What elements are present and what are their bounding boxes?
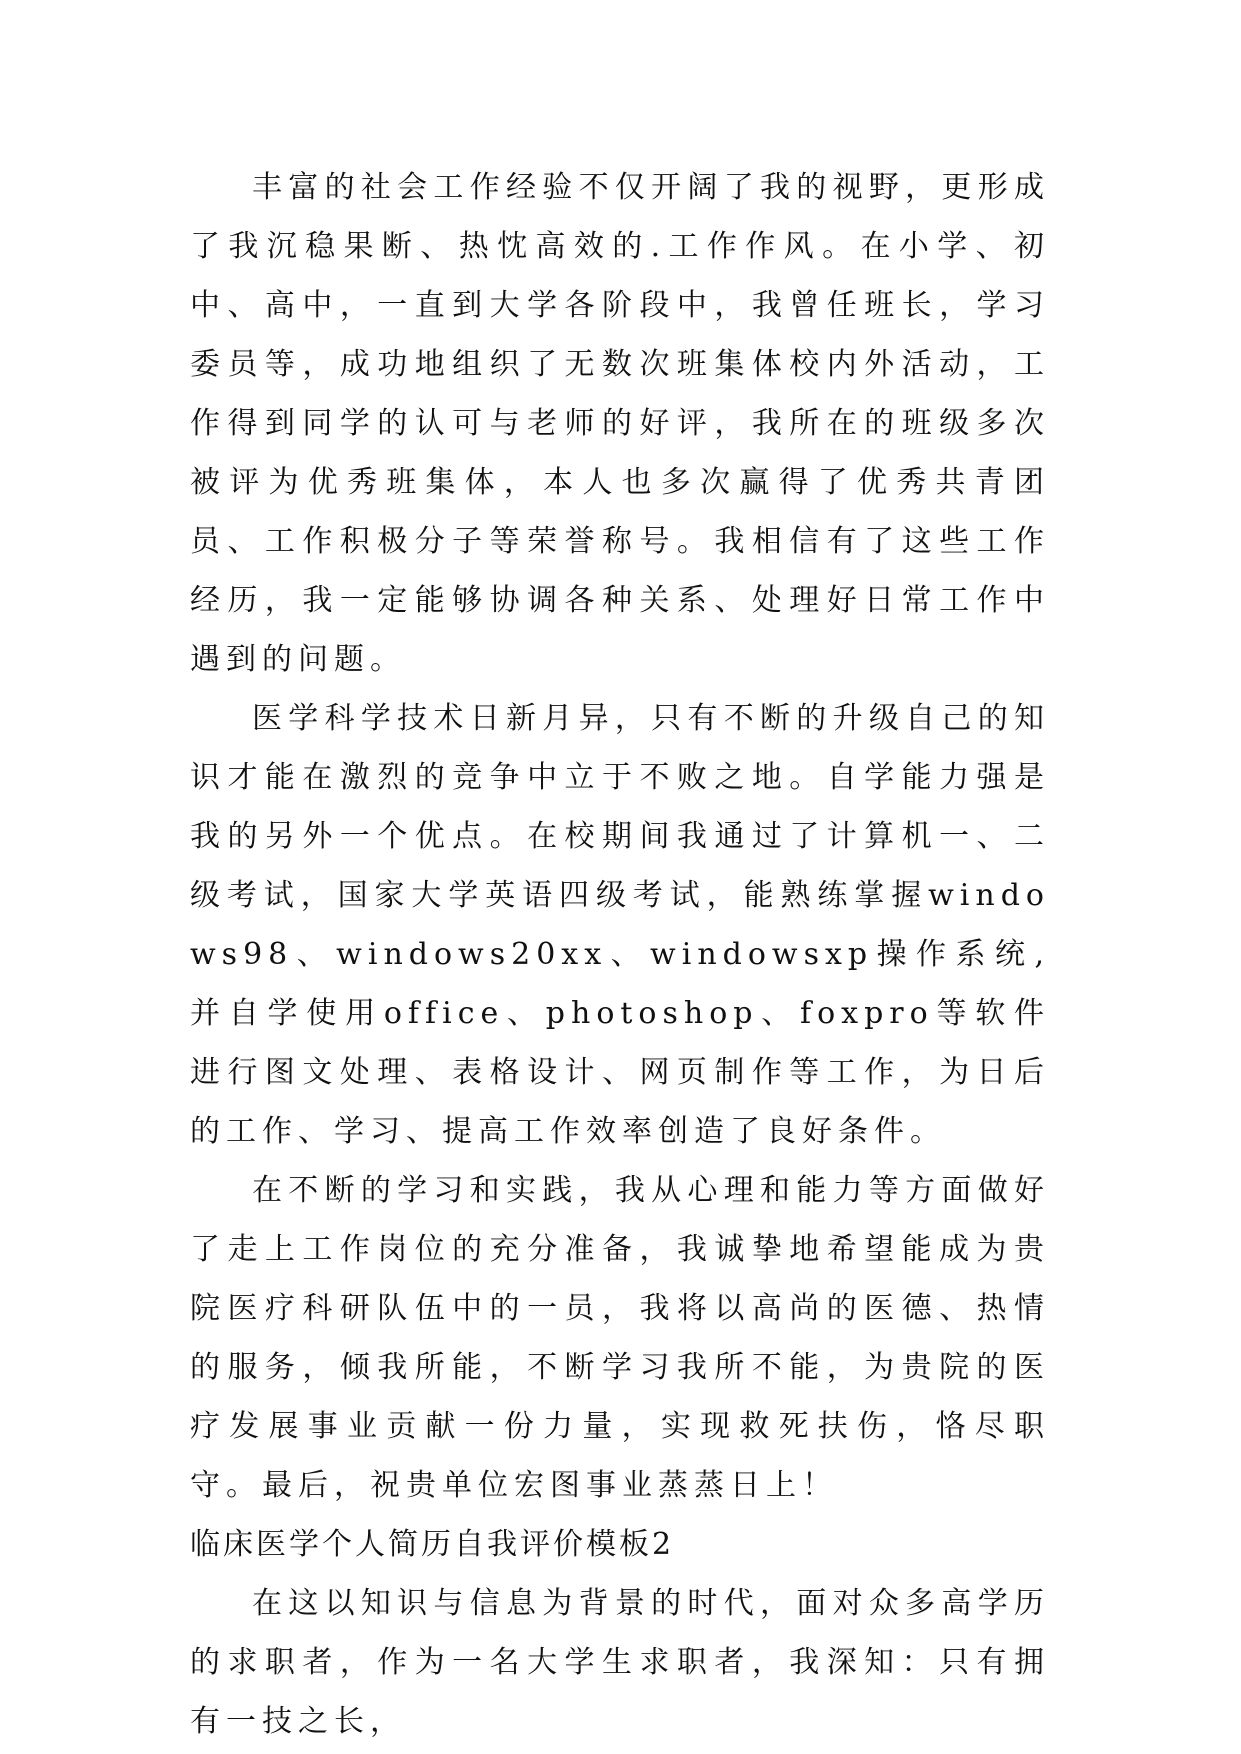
paragraph-work-experience: 丰富的社会工作经验不仅开阔了我的视野，更形成了我沉稳果断、热忱高效的.工作作风。在小学、初中、高中，一直到大学各阶段中，我曾任班长，学习委员等，成功地组织了无数次班集体校内外活动，工作得到同学的认可与老师的好评，我所在的班级多次被评为优秀班集体，本人也多次赢得了优秀共青团员、工作积极分子等荣誉称号。我相信有了这些工作经历，我一定能够协调各种关系、处理好日常工作中遇到的问题。 <box>190 170 1050 677</box>
section-title: 临床医学个人简历自我评价模板2 <box>190 1527 675 1562</box>
paragraph-closing: 在不断的学习和实践，我从心理和能力等方面做好了走上工作岗位的充分准备，我诚挚地希望能成为贵院医疗科研队伍中的一员，我将以高尚的医德、热情的服务，倾我所能，不断学习我所不能，为贵院的医疗发展事业贡献一份力量，实现救死扶伤，恪尽职守。最后，祝贵单位宏图事业蒸蒸日上！ <box>190 1173 1050 1503</box>
document-body <box>190 158 1050 1751</box>
paragraph-template-2-intro: 在这以知识与信息为背景的时代，面对众多高学历的求职者，作为一名大学生求职者，我深知：只有拥有一技之长， <box>190 1586 1050 1739</box>
paragraph-self-learning: 医学科学技术日新月异，只有不断的升级自己的知识才能在激烈的竞争中立于不败之地。自学能力强是我的另外一个优点。在校期间我通过了计算机一、二级考试，国家大学英语四级考试，能熟练掌握windows98、windows20xx、windowsxp操作系统,并自学使用office、photoshop、foxpro等软件进行图文处理、表格设计、网页制作等工作，为日后的工作、学习、提高工作效率创造了良好条件。 <box>190 701 1050 1149</box>
